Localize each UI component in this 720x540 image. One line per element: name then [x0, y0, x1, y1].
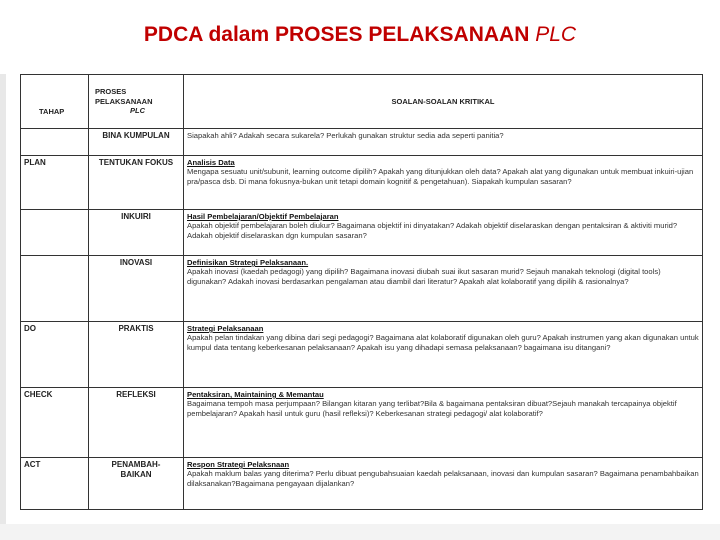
row-soalan — [184, 388, 703, 458]
row-soalan — [184, 256, 703, 322]
row-text: Apakah objektif pembelajaran boleh diukur? Bagaimana objektif ini dinyatakan? Adakah objektif diselaraskan dengan pentaksiran & aktiviti murid? Adakah objektif diselaraskan dgn kumpulan sasaran? — [187, 221, 678, 240]
header-tahap: TAHAP — [21, 75, 89, 129]
table-row — [21, 210, 703, 256]
row-text: Mengapa sesuatu unit/subunit, learning outcome dipilih? Apakah yang ditunjukkan oleh data? Apakah alat yang digunakan untuk membuat inkuiri-ujian pra/pasca dsb. Di mana fokusnya-bukan unit tetapi domain kognitif & pengetahuan). Siapakah kumpulan sasaran? — [187, 167, 694, 186]
row-heading: Pentaksiran, Maintaining & Memantau — [187, 390, 324, 399]
row-text: Apakah inovasi (kaedah pedagogi) yang dipilih? Bagaimana inovasi diubah suai ikut sasaran murid? Sejauh manakah teknologi (digital tools) digunakan? Adakah inovasi berdasarkan pengalaman atau diambil dari literatur? Apakah alat kolaboratif yang dipilih & rasionalnya? — [187, 267, 661, 286]
row-tahap: PLAN — [21, 156, 89, 210]
row-tahap: DO — [21, 322, 89, 388]
row-soalan — [184, 210, 703, 256]
row-proses — [89, 458, 184, 510]
row-proses-line2: BAIKAN — [120, 470, 152, 479]
row-tahap — [21, 210, 89, 256]
row-tahap: CHECK — [21, 388, 89, 458]
row-tahap: ACT — [21, 458, 89, 510]
table-header-row — [21, 75, 703, 129]
row-soalan — [184, 322, 703, 388]
pdca-table-wrapper — [20, 74, 702, 510]
header-proses — [89, 75, 184, 129]
pdca-table — [20, 74, 703, 510]
row-proses: INKUIRI — [89, 210, 184, 256]
title-italic: PLC — [535, 23, 577, 46]
row-proses: BINA KUMPULAN — [89, 129, 184, 156]
row-heading: Hasil Pembelajaran/Objektif Pembelajaran — [187, 212, 339, 221]
row-heading: Definisikan Strategi Pelaksanaan. — [187, 258, 309, 267]
row-proses: REFLEKSI — [89, 388, 184, 458]
row-proses: PRAKTIS — [89, 322, 184, 388]
left-edge-shade — [0, 74, 6, 526]
row-text: Siapakah ahli? Adakah secara sukarela? Perlukah gunakan struktur sedia ada seperti panitia? — [187, 131, 504, 140]
bottom-shade — [0, 524, 720, 540]
row-proses-line1: PENAMBAH- — [111, 460, 161, 469]
row-soalan — [184, 156, 703, 210]
row-heading: Respon Strategi Pelaksnaan — [187, 460, 290, 469]
row-text: Bagaimana tempoh masa perjumpaan? Bilangan kitaran yang terlibat?Bila & bagaimana pentaksiran dibuat?Sejauh manakah tercapainya objektif pembelajaran? Apakah hasil untuk guru (hasil refleksi)? Keberkesanan strategi pedagogi/ alat kolaboratif? — [187, 399, 677, 418]
title-main: PDCA dalam PROSES PELAKSANAAN — [143, 23, 530, 46]
row-text: Apakah pelan tindakan yang dibina dari segi pedagogi? Bagaimana alat kolaboratif digunakan oleh guru? Apakah instrumen yang akan digunakan untuk kumpul data tentang keberkesanan pelaksanaan? Apakah isu yang dihadapi semasa pelaksanaan? bagaimana isu ditangani? — [187, 333, 699, 352]
row-soalan — [184, 458, 703, 510]
row-proses: TENTUKAN FOKUS — [89, 156, 184, 210]
row-tahap — [21, 129, 89, 156]
table-row — [21, 129, 703, 156]
row-tahap — [21, 256, 89, 322]
row-heading: Strategi Pelaksanaan — [187, 324, 264, 333]
table-row — [21, 388, 703, 458]
header-soalan: SOALAN-SOALAN KRITIKAL — [184, 75, 703, 129]
table-row — [21, 156, 703, 210]
table-row — [21, 458, 703, 510]
row-proses: INOVASI — [89, 256, 184, 322]
table-row — [21, 256, 703, 322]
header-proses-line1: PROSES PELAKSANAAN — [95, 87, 153, 106]
row-soalan — [184, 129, 703, 156]
table-row — [21, 322, 703, 388]
page-title — [0, 23, 720, 47]
row-text: Apakah maklum balas yang diterima? Perlu dibuat pengubahsuaian kaedah pelaksanaan, inovasi dan kumpulan sasaran? Bagaimana penambahbaikan dilaksanakan?Bagaimana pengayaan dijalankan? — [187, 469, 699, 488]
header-proses-line2: PLC — [130, 106, 145, 116]
row-heading: Analisis Data — [187, 158, 235, 167]
